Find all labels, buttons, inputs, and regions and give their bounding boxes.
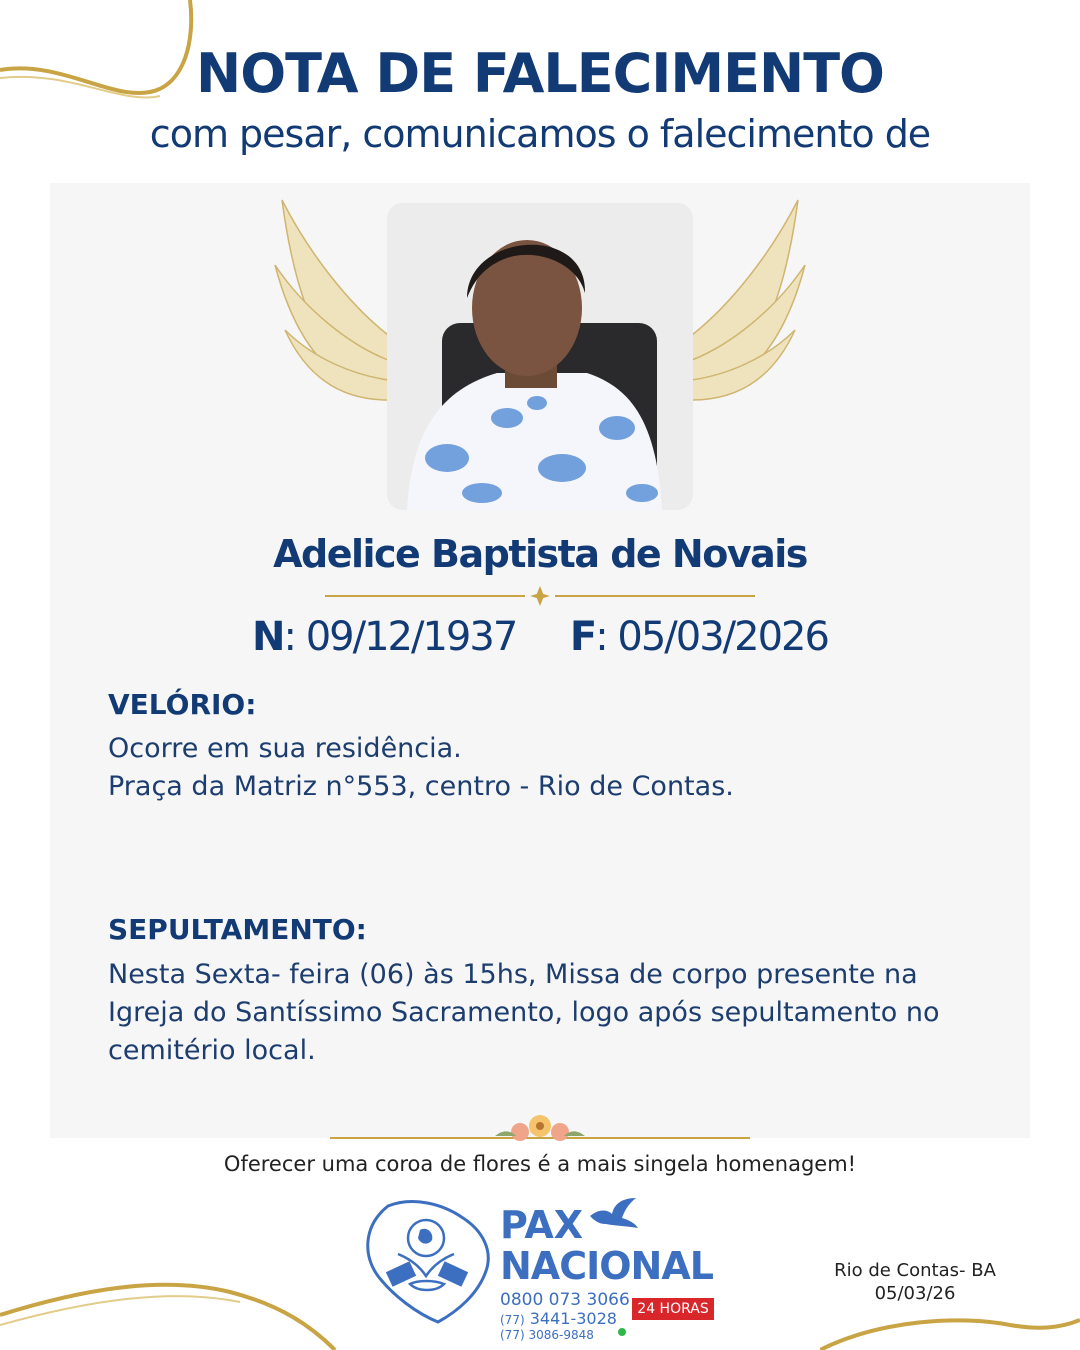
velorio-line-2: Praça da Matriz n°553, centro - Rio de Contas. (108, 771, 734, 802)
velorio-line-1: Ocorre em sua residência. (108, 733, 462, 764)
phone-whatsapp: (77) 3086-9848 (500, 1328, 594, 1342)
flower-divider-icon (330, 1108, 750, 1154)
deceased-photo (387, 203, 693, 510)
sepultamento-line-3: cemitério local. (108, 1035, 316, 1066)
gold-swoosh-bottom-right (820, 1300, 1080, 1350)
sepultamento-line-1: Nesta Sexta- feira (06) às 15hs, Missa de corpo presente na (108, 959, 918, 990)
phone-landline-area: (77) (500, 1313, 525, 1327)
sepultamento-line-2: Igreja do Santíssimo Sacramento, logo após sepultamento no (108, 997, 940, 1028)
angel-wing-left-icon (270, 195, 390, 410)
tribute-message: Oferecer uma coroa de flores é a mais singela homenagem! (223, 1152, 857, 1176)
whatsapp-icon (618, 1328, 626, 1336)
pax-nacional-logo-icon (358, 1196, 496, 1328)
gold-swoosh-bottom-left (0, 1270, 340, 1350)
phone-tollfree: 0800 073 3066 (500, 1290, 630, 1310)
page-title: NOTA DE FALECIMENTO (196, 42, 884, 105)
gold-divider-ornament (325, 584, 755, 608)
life-dates: N: 09/12/1937 F: 05/03/2026 (252, 614, 828, 660)
brand-name-nacional: NACIONAL (500, 1244, 713, 1288)
24-hours-badge: 24 HORAS (632, 1298, 714, 1320)
brand-name-pax: PAX (500, 1203, 584, 1247)
birth-label: N (252, 614, 284, 660)
phone-landline (500, 1309, 617, 1328)
deceased-name: Adelice Baptista de Novais (273, 532, 807, 576)
dove-icon (588, 1196, 640, 1232)
location-text: Rio de Contas- BA (834, 1260, 996, 1281)
phone-landline-number: 3441-3028 (529, 1309, 617, 1328)
death-label: F (569, 614, 596, 660)
sepultamento-heading: SEPULTAMENTO: (108, 913, 367, 946)
angel-wing-right-icon (690, 195, 810, 410)
velorio-heading: VELÓRIO: (108, 688, 257, 721)
page-subtitle: com pesar, comunicamos o falecimento de (149, 112, 931, 156)
birth-date: 09/12/1937 (305, 614, 517, 660)
notice-date: 05/03/26 (874, 1283, 956, 1304)
death-date: 05/03/2026 (617, 614, 828, 660)
